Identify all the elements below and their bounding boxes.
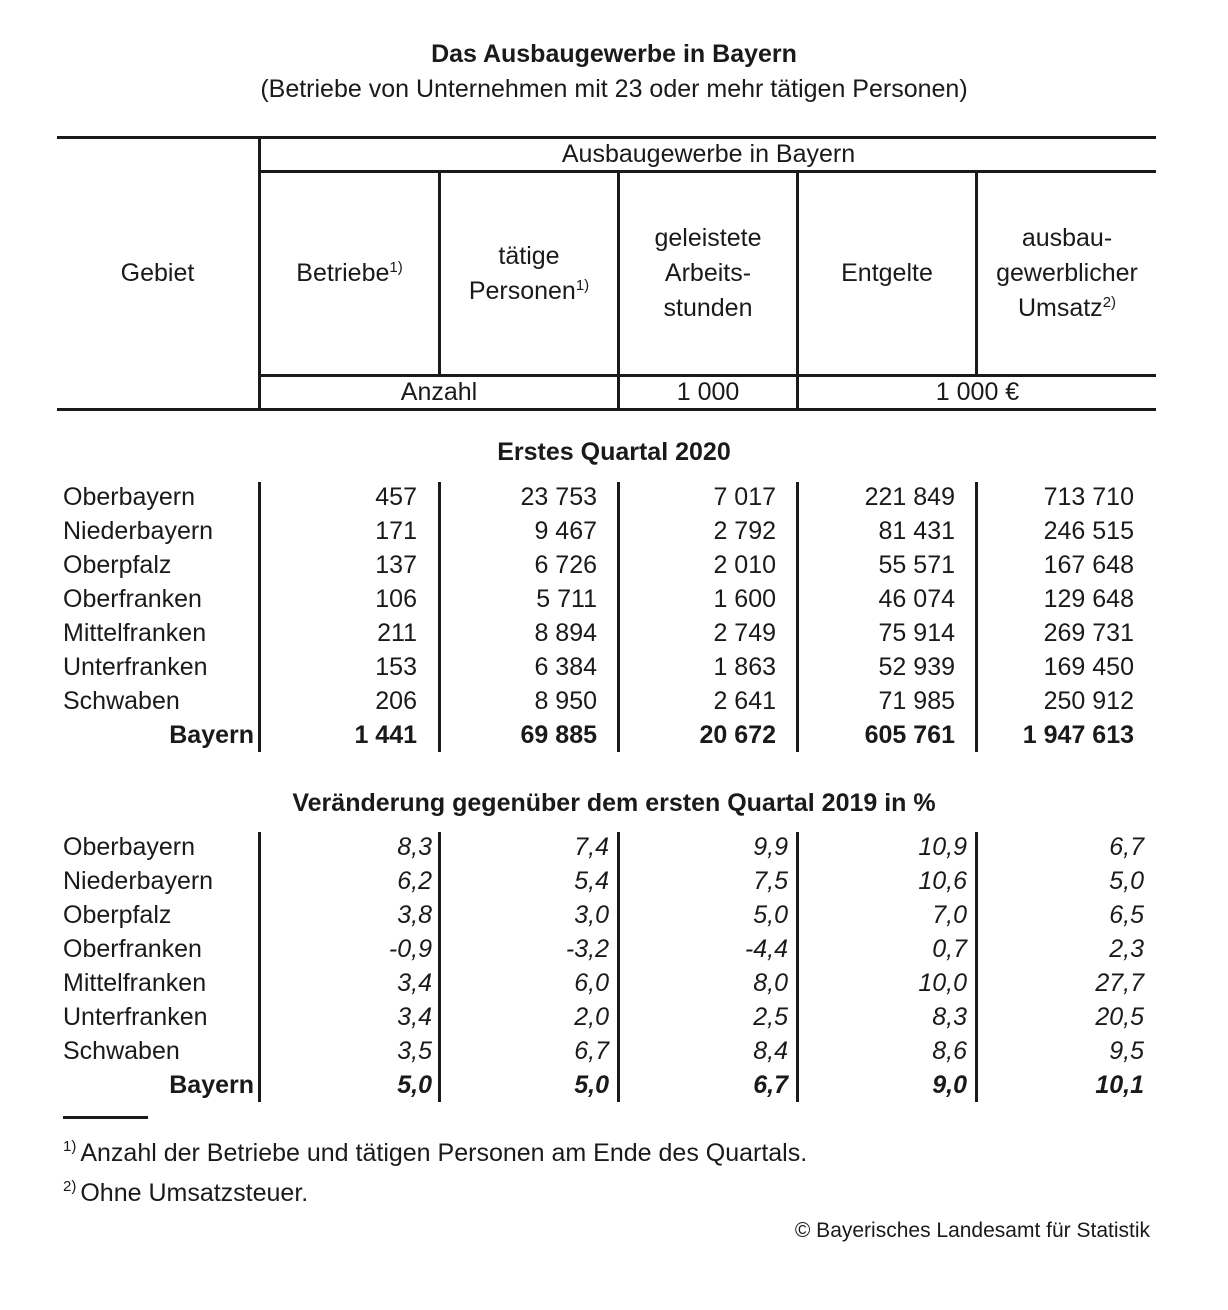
table-cell: 6 384 (534, 653, 597, 681)
table-cell: 169 450 (1043, 653, 1134, 681)
section-title-q1-2020: Erstes Quartal 2020 (497, 438, 731, 466)
table-cell: 713 710 (1043, 483, 1134, 511)
footnote-1: $^{1)}$ Anzahl der Betriebe und tätigen Personen am Ende des Quartals. (63, 1138, 808, 1167)
table-cell: 81 431 (878, 517, 955, 545)
table-cell: 106 (375, 585, 417, 613)
table-cell: 5 711 (536, 585, 597, 613)
row-label: Bayern (169, 1071, 254, 1099)
column-divider (438, 482, 441, 752)
table-cell: 5,4 (574, 867, 609, 895)
table-cell: 7,0 (932, 901, 967, 929)
table-cell: 6,7 (753, 1071, 788, 1099)
table-cell: 6,0 (574, 969, 609, 997)
column-divider (258, 832, 261, 1102)
table-cell: 153 (375, 653, 417, 681)
table-cell: 8,0 (753, 969, 788, 997)
header-gebiet: Gebiet (120, 259, 195, 287)
table-cell: 9,5 (1109, 1037, 1144, 1065)
table-cell: 10,6 (918, 867, 967, 895)
table-cell: 206 (375, 687, 417, 715)
table-cell: 2,0 (574, 1003, 609, 1031)
table-cell: 8,3 (932, 1003, 967, 1031)
table-cell: 20 672 (699, 721, 776, 749)
column-divider (975, 832, 978, 1102)
column-divider (258, 482, 261, 752)
column-divider (975, 482, 978, 752)
table-cell: 167 648 (1043, 551, 1134, 579)
table-cell: 5,0 (1109, 867, 1144, 895)
section-title-veraenderung: Veränderung gegenüber dem ersten Quartal 2019 in % (292, 789, 936, 817)
table-cell: 9,9 (753, 833, 788, 861)
unit-1000: 1 000 (676, 378, 740, 406)
table-cell: 3,8 (397, 901, 432, 929)
column-divider (617, 832, 620, 1102)
table-cell: 7,4 (574, 833, 609, 861)
footnote-rule (63, 1116, 148, 1119)
table-cell: 2 641 (713, 687, 776, 715)
table-cell: 250 912 (1043, 687, 1134, 715)
column-divider (796, 482, 799, 752)
page-title: Das Ausbaugewerbe in Bayern (431, 40, 797, 68)
table-cell: 2 749 (713, 619, 776, 647)
row-label: Oberbayern (63, 833, 196, 861)
unit-anzahl: Anzahl (400, 378, 478, 406)
table-cell: 5,0 (753, 901, 788, 929)
table-cell: 137 (375, 551, 417, 579)
column-divider (438, 832, 441, 1102)
table-cell: -0,9 (388, 935, 432, 963)
table-cell: 7,5 (753, 867, 788, 895)
table-cell: 246 515 (1043, 517, 1134, 545)
row-label: Unterfranken (63, 653, 208, 681)
table-cell: 0,7 (932, 935, 967, 963)
table-cell: 3,0 (574, 901, 609, 929)
table-cell: 55 571 (878, 551, 955, 579)
row-label: Niederbayern (63, 867, 214, 895)
table-cell: 9,0 (932, 1071, 967, 1099)
column-divider (617, 482, 620, 752)
table-cell: 8,6 (932, 1037, 967, 1065)
table-cell: 2 792 (713, 517, 776, 545)
unit-1000-euro: 1 000 € (935, 378, 1020, 406)
table-cell: 171 (375, 517, 417, 545)
row-label: Bayern (169, 721, 254, 749)
table-cell: 20,5 (1095, 1003, 1144, 1031)
header-arbeitsstunden: geleistete Arbeits- stunden (654, 224, 762, 322)
table-cell: 7 017 (713, 483, 776, 511)
table-cell: 10,9 (918, 833, 967, 861)
row-label: Oberfranken (63, 585, 202, 613)
table-cell: 2 010 (713, 551, 776, 579)
table-cell: -4,4 (744, 935, 788, 963)
table-cell: 2,3 (1109, 935, 1144, 963)
table-cell: 269 731 (1043, 619, 1134, 647)
row-label: Unterfranken (63, 1003, 208, 1031)
table-cell: 69 885 (520, 721, 597, 749)
row-label: Oberpfalz (63, 901, 172, 929)
row-label: Oberpfalz (63, 551, 172, 579)
table-cell: 8 894 (534, 619, 597, 647)
table-cell: 8,4 (753, 1037, 788, 1065)
copyright: © Bayerisches Landesamt für Statistik (794, 1219, 1150, 1242)
table-cell: 605 761 (864, 721, 955, 749)
row-label: Niederbayern (63, 517, 214, 545)
table-cell: -3,2 (565, 935, 609, 963)
table-cell: 6 726 (534, 551, 597, 579)
table-cell: 8 950 (534, 687, 597, 715)
table-cell: 221 849 (864, 483, 955, 511)
table-cell: 211 (377, 619, 417, 647)
row-label: Schwaben (63, 1037, 180, 1065)
header-taetige-personen: tätige Personen$^{1)}$ (468, 241, 590, 305)
table-cell: 9 467 (534, 517, 597, 545)
table-cell: 6,2 (397, 867, 432, 895)
table-cell: 3,5 (397, 1037, 432, 1065)
page-subtitle: (Betriebe von Unternehmen mit 23 oder mehr tätigen Personen) (260, 75, 968, 103)
table-cell: 1 947 613 (1022, 721, 1134, 749)
table-cell: 46 074 (878, 585, 955, 613)
table-cell: 3,4 (397, 1003, 432, 1031)
column-divider (796, 832, 799, 1102)
row-label: Oberfranken (63, 935, 202, 963)
table-cell: 1 600 (713, 585, 776, 613)
table-cell: 52 939 (878, 653, 955, 681)
table-cell: 6,5 (1109, 901, 1144, 929)
table-cell: 75 914 (878, 619, 955, 647)
table-cell: 2,5 (753, 1003, 788, 1031)
table-cell: 71 985 (878, 687, 955, 715)
table-cell: 23 753 (520, 483, 597, 511)
table-cell: 5,0 (574, 1071, 609, 1099)
table-cell: 1 863 (713, 653, 776, 681)
header-entgelte: Entgelte (841, 259, 933, 287)
table-cell: 129 648 (1043, 585, 1134, 613)
header-umsatz: ausbau- gewerblicher Umsatz$^{2)}$ (996, 224, 1138, 322)
footnote-2: $^{2)}$ Ohne Umsatzsteuer. (63, 1178, 309, 1207)
row-label: Mittelfranken (63, 619, 207, 647)
header-group: Ausbaugewerbe in Bayern (561, 140, 856, 168)
row-label: Oberbayern (63, 483, 196, 511)
table-cell: 10,1 (1095, 1071, 1144, 1099)
table-cell: 10,0 (918, 969, 967, 997)
row-label: Schwaben (63, 687, 180, 715)
table-cell: 5,0 (397, 1071, 432, 1099)
table-cell: 457 (375, 483, 417, 511)
table-cell: 3,4 (397, 969, 432, 997)
table-cell: 6,7 (1109, 833, 1144, 861)
table-cell: 6,7 (574, 1037, 609, 1065)
table-cell: 1 441 (354, 721, 417, 749)
table-cell: 8,3 (397, 833, 432, 861)
row-label: Mittelfranken (63, 969, 207, 997)
table-cell: 27,7 (1095, 969, 1144, 997)
header-betriebe: Betriebe$^{1)}$ (296, 259, 403, 287)
